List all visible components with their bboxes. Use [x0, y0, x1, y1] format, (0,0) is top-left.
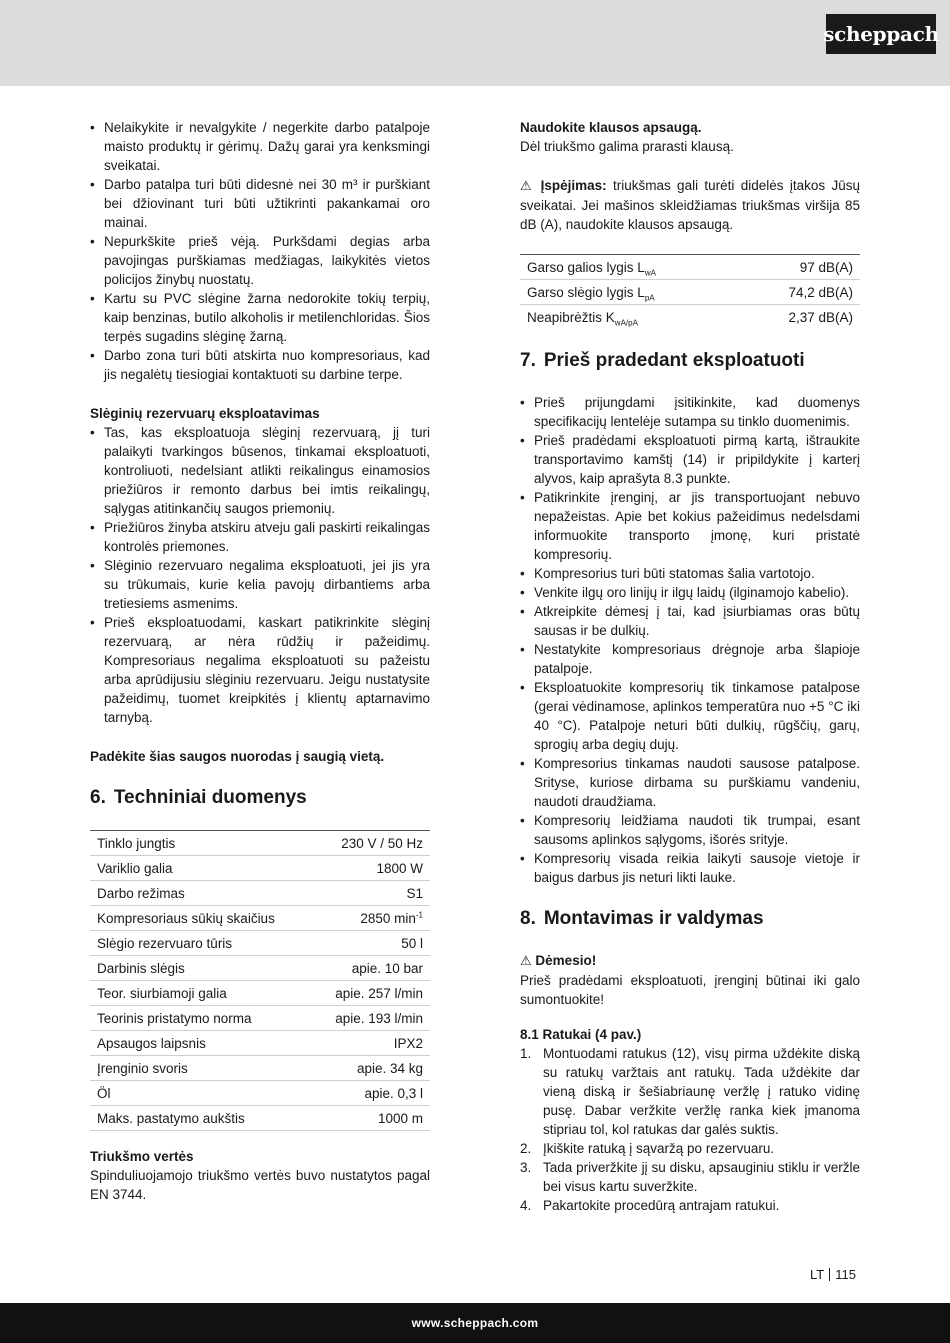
website-link[interactable]: www.scheppach.com — [411, 1316, 539, 1330]
left-column — [90, 118, 430, 1204]
list-item: • Kompresorius tinkamas naudoti sausose patalpose. Srityse, kuriose dirbama su purškiamu vandeniu, naudoti draudžiama. — [520, 754, 860, 811]
table-row: Slėgio rezervuaro tūris 50 l — [90, 931, 430, 956]
warning-label: Įspėjimas: — [540, 178, 607, 193]
list-item: 3. Tada priveržkite jį su disku, apsauginiu stiklu ir veržle bei visus kartu suveržkite. — [520, 1160, 860, 1194]
list-item: • Kompresorių leidžiama naudoti tik trumpai, esant sausoms aplinkos sąlygoms, išorės srityje. — [520, 811, 860, 849]
hearing-heading: Naudokite klausos apsaugą. — [520, 120, 702, 135]
list-item: • Darbo zona turi būti atskirta nuo kompresoriaus, kad jis negalėtų tiesiogiai kontaktuoti su darbine terpe. — [90, 346, 430, 384]
brand-logo: scheppach — [826, 14, 936, 54]
noise-heading: Triukšmo vertės — [90, 1149, 194, 1164]
list-item: • Kartu su PVC slėgine žarna nedorokite tokių terpių, kaip benzinas, butilo alkoholis ir metilenchloridas. Šios terpės sugadins slėginę žarną. — [90, 289, 430, 346]
section-8-title: 8. Montavimas ir valdymas — [520, 908, 764, 929]
table-row: Garso galios lygis $L_{wA}$ 97 dB(A) — [520, 255, 860, 280]
wheels-heading: 8.1 Ratukai (4 pav.) — [520, 1027, 642, 1042]
noise-text: Spinduliuojamojo triukšmo vertės buvo nustatytos pagal EN 3744. — [90, 1168, 430, 1202]
footer-bar — [0, 1303, 950, 1343]
header-bar — [0, 0, 950, 86]
noise-values-table — [520, 254, 860, 329]
attention-heading: ⚠ Dėmesio! — [520, 953, 597, 969]
list-item: • Slėginio rezervuaro negalima eksploatuoti, jei jis yra su trūkumais, kurie kelia pavojų dirbantiems arba tretiesiems asmenims. — [90, 556, 430, 613]
wheels-steps — [520, 1044, 860, 1215]
list-item: • Priežiūros žinyba atskiru atveju gali paskirti reikalingas kontrolės priemones. — [90, 518, 430, 556]
table-row: Teor. siurbiamoji galia apie. 257 l/min — [90, 981, 430, 1006]
table-row: Maks. pastatymo aukštis 1000 m — [90, 1106, 430, 1131]
table-row: Variklio galia 1800 W — [90, 856, 430, 881]
list-item: • Kompresorius turi būti statomas šalia vartotojo. — [520, 564, 860, 583]
tank-heading: Slėginių rezervuarų eksploatavimas — [90, 406, 320, 421]
attention-text: Prieš pradėdami eksploatuoti, įrenginį būtinai iki galo sumontuokite! — [520, 973, 860, 1007]
list-item: • Tas, kas eksploatuoja slėginį rezervuarą, jį turi palaikyti tvarkingos būsenos, tinkamai eksploatuoti, kontroliuoti, nedelsiant atlikti reikalingus einamosios priežiūros ir remonto darbus bei imtis reikalingų, sąlygas atitinkančių saugos priemonių. — [90, 423, 430, 518]
table-row: Garso slėgio lygis $L_{pA}$ 74,2 dB(A) — [520, 280, 860, 305]
hearing-text: Dėl triukšmo galima prarasti klausą. — [520, 139, 734, 154]
table-row: Teorinis pristatymo norma apie. 193 l/min — [90, 1006, 430, 1031]
list-item: • Atkreipkite dėmesį į tai, kad įsiurbiamas oras būtų sausas ir be dulkių. — [520, 602, 860, 640]
warning-triangle-icon: ⚠ — [520, 179, 535, 194]
warning-triangle-icon: ⚠ — [520, 954, 532, 969]
section-6-title: 6. Techniniai duomenys — [90, 787, 307, 808]
page-number: LT 115 — [810, 1267, 856, 1282]
list-item: • Patikrinkite įrenginį, ar jis transportuojant nebuvo nepažeistas. Apie bet kokius pažeidimus nedelsdami informuokite transporto įmonę, kuri pristatė kompresorių. — [520, 488, 860, 564]
table-row: Tinklo jungtis 230 V / 50 Hz — [90, 831, 430, 856]
list-item: • Eksploatuokite kompresorių tik tinkamose patalpose (gerai vėdinamose, aplinkos temperatūra nuo +5 °C iki 40 °C). Patalpoje neturi būti dulkių, rūgščių, garų, sprogių arba degių dujų. — [520, 678, 860, 754]
list-item: • Prieš eksploatuodami, kaskart patikrinkite slėginį rezervuarą, ar nėra rūdžių ir pažeidimų. Kompresoriaus negalima eksploatuoti su pažeistu arba aprūdijusiu slėginiu rezervuaru. Jeigu nustatysite pažeidimų, tuomet kreipkitės į klientų aptarnavimo tarnybą. — [90, 613, 430, 727]
table-row: Öl apie. 0,3 l — [90, 1081, 430, 1106]
warning-text: triukšmas gali turėti didelės įtakos Jūsų sveikatai. Jei mašinos skleidžiamas triukšmas viršija 85 dB (A), naudokite klausos apsaugą. — [520, 178, 860, 232]
table-row: Įrenginio svoris apie. 34 kg — [90, 1056, 430, 1081]
warning-paragraph — [520, 176, 860, 234]
list-item: 1. Montuodami ratukus (12), visų pirma uždėkite diską su ratukų varžtais ant ratukų. Tada uždėkite dar vieną diską ir šešiabriaunę veržlę į ratuko vidinę pusę. Dabar veržkite veržlę ranka kiek įmanoma stipriau tol, kol ratukas dar galės suktis. — [520, 1046, 860, 1137]
right-column — [520, 118, 860, 1215]
technical-data-table — [90, 830, 430, 1131]
table-row: Neapibrėžtis $K_{wA/pA}$ 2,37 dB(A) — [527, 309, 853, 328]
list-item: • Nelaikykite ir nevalgykite / negerkite darbo patalpoje maisto produktų ir gėrimų. Dažų garai yra kenksmingi sveikatai. — [90, 118, 430, 175]
table-row: Darbinis slėgis apie. 10 bar — [90, 956, 430, 981]
startup-list — [520, 393, 860, 887]
keep-notice: Padėkite šias saugos nuorodas į saugią vietą. — [90, 749, 385, 764]
list-item: • Nepurkškite prieš vėją. Purkšdami degias arba pavojingas purškiamas medžiagas, laikykitės vietos policijos žinybų nuostatų. — [90, 232, 430, 289]
list-item: • Kompresorių visada reikia laikyti sausoje vietoje ir baigus darbus jis neturi likti lauke. — [520, 849, 860, 887]
list-item: • Nestatykite kompresoriaus drėgnoje arba šlapioje patalpoje. — [520, 640, 860, 678]
list-item: 4. Pakartokite procedūrą antrajam ratukui. — [520, 1198, 780, 1213]
list-item: • Prieš pradėdami eksploatuoti pirmą kartą, ištraukite transportavimo kamštį (14) ir pripildykite į karterį alyvos, kaip aprašyta 8.3 punkte. — [520, 431, 860, 488]
table-row: Apsaugos laipsnis IPX2 — [90, 1031, 430, 1056]
list-item: 2. Įkiškite ratuką į sąvaržą po rezervuaru. — [520, 1141, 775, 1156]
list-item: • Darbo patalpa turi būti didesnė nei 30 m³ ir purškiant bei džiovinant turi būti užtikrinti pakankamai oro mainai. — [90, 175, 430, 232]
section-7-title: 7. Prieš pradedant eksploatuoti — [520, 350, 805, 371]
intro-safety-list — [90, 118, 430, 384]
table-row: Kompresoriaus sūkių skaičius 2850 $\min^{-1}$ — [90, 906, 430, 931]
list-item: • Prieš prijungdami įsitikinkite, kad duomenys specifikacijų lentelėje sutampa su tinklo duomenimis. — [520, 393, 860, 431]
tank-list — [90, 423, 430, 727]
table-row: Darbo režimas S1 — [90, 881, 430, 906]
list-item: • Venkite ilgų oro linijų ir ilgų laidų (ilginamojo kabelio). — [520, 583, 860, 602]
